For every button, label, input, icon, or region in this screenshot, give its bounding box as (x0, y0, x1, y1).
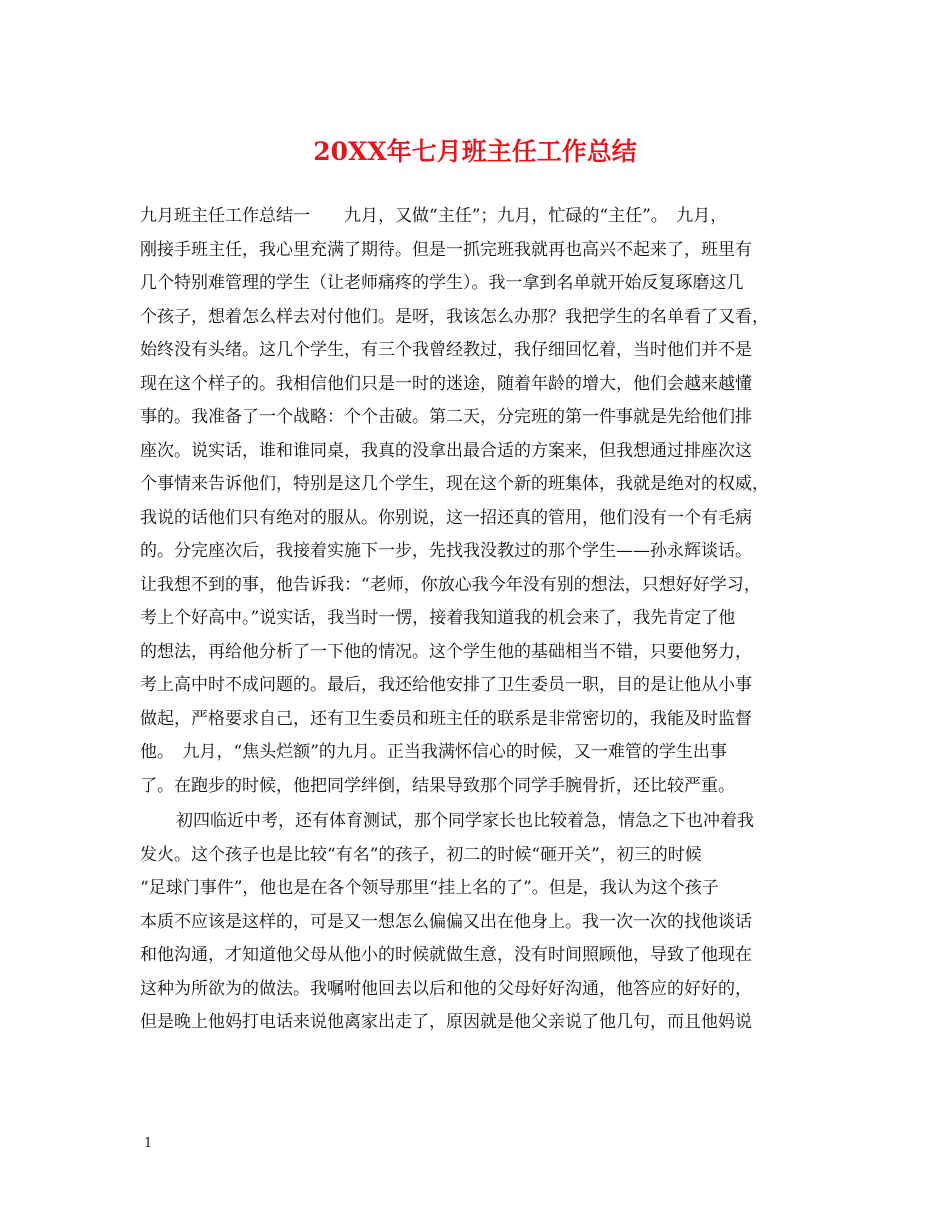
paragraph-line: 九月班主任工作总结一 九月，又做“主任”；九月，忙碌的“主任”。 九月， (140, 206, 728, 226)
paragraph-line: 现在这个样子的。我相信他们只是一时的迷途，随着年龄的增大，他们会越来越懂 (140, 373, 752, 394)
paragraph-line: 但是晚上他妈打电话来说他离家出走了，原因就是他父亲说了他几句，而且他妈说 (140, 1012, 752, 1032)
page-number: 1 (144, 1136, 153, 1151)
paragraph-line: 的想法，再给他分析了一下他的情况。这个学生他的基础相当不错，只要他努力， (140, 641, 752, 662)
paragraph-line: 考上个好高中。”说实话，我当时一愣，接着我知道我的机会来了，我先肯定了他 (140, 608, 736, 628)
paragraph-line: “足球门事件”，他也是在各个领导那里“挂上名的了”。但是，我认为这个孩子 (140, 878, 719, 898)
paragraph-line: 做起，严格要求自己，还有卫生委员和班主任的联系是非常密切的，我能及时监督 (140, 708, 752, 729)
paragraph-line: 和他沟通，才知道他父母从他小的时候就做生意，没有时间照顾他，导致了他现在 (140, 945, 752, 965)
paragraph-line: 几个特别难管理的学生（让老师痛疼的学生）。我一拿到名单就开始反复琢磨这几 (140, 273, 744, 293)
paragraph-line: 刚接手班主任，我心里充满了期待。但是一抓完班我就再也高兴不起来了，班里有 (140, 239, 752, 260)
paragraph-line: 让我想不到的事，他告诉我：“老师，你放心我今年没有别的想法，只想好好学习， (140, 574, 761, 595)
document-title: 20XX年七月班主任工作总结 (313, 137, 637, 166)
paragraph-line: 座次。说实话，谁和谁同桌，我真的没拿出最合适的方案来，但我想通过排座次这 (140, 440, 752, 461)
paragraph-line: 事的。我准备了一个战略：个个击破。第二天，分完班的第一件事就是先给他们排 (140, 407, 752, 427)
paragraph-line: 我说的话他们只有绝对的服从。你别说，这一招还真的管用，他们没有一个有毛病 (140, 507, 752, 528)
paragraph-line: 了。在跑步的时候，他把同学绊倒，结果导致那个同学手腕骨折，还比较严重。 (140, 775, 735, 796)
paragraph-line: 本质不应该是这样的，可是又一想怎么偏偏又出在他身上。我一次一次的找他谈话 (140, 911, 752, 932)
paragraph-line: 的。分完座次后，我接着实施下一步，先找我没教过的那个学生——孙永辉谈话。 (140, 541, 752, 561)
paragraph-line: 发火。这个孩子也是比较“有名”的孩子，初二的时候“砸开关”，初三的时候 (140, 844, 702, 865)
document-body (140, 200, 823, 1040)
paragraph-line: 始终没有头绪。这几个学生，有三个我曾经教过，我仔细回忆着，当时他们并不是 (140, 340, 752, 360)
paragraph-line: 个孩子，想着怎么样去对付他们。是呀，我该怎么办那？我把学生的名单看了又看， (140, 306, 769, 327)
paragraph-line: 初四临近中考，还有体育测试，那个同学家长也比较着急，情急之下也冲着我 (176, 811, 754, 831)
paragraph-line: 个事情来告诉他们，特别是这几个学生，现在这个新的班集体，我就是绝对的权威， (140, 474, 769, 494)
paragraph-line: 考上高中时不成问题的。最后，我还给他安排了卫生委员一职，目的是让他从小事 (140, 675, 752, 695)
paragraph-line: 这种为所欲为的做法。我嘱咐他回去以后和他的父母好好沟通，他答应的好好的， (140, 978, 752, 999)
paragraph-line: 他。 九月，“焦头烂额”的九月。正当我满怀信心的时候，又一难管的学生出事 (140, 742, 727, 762)
